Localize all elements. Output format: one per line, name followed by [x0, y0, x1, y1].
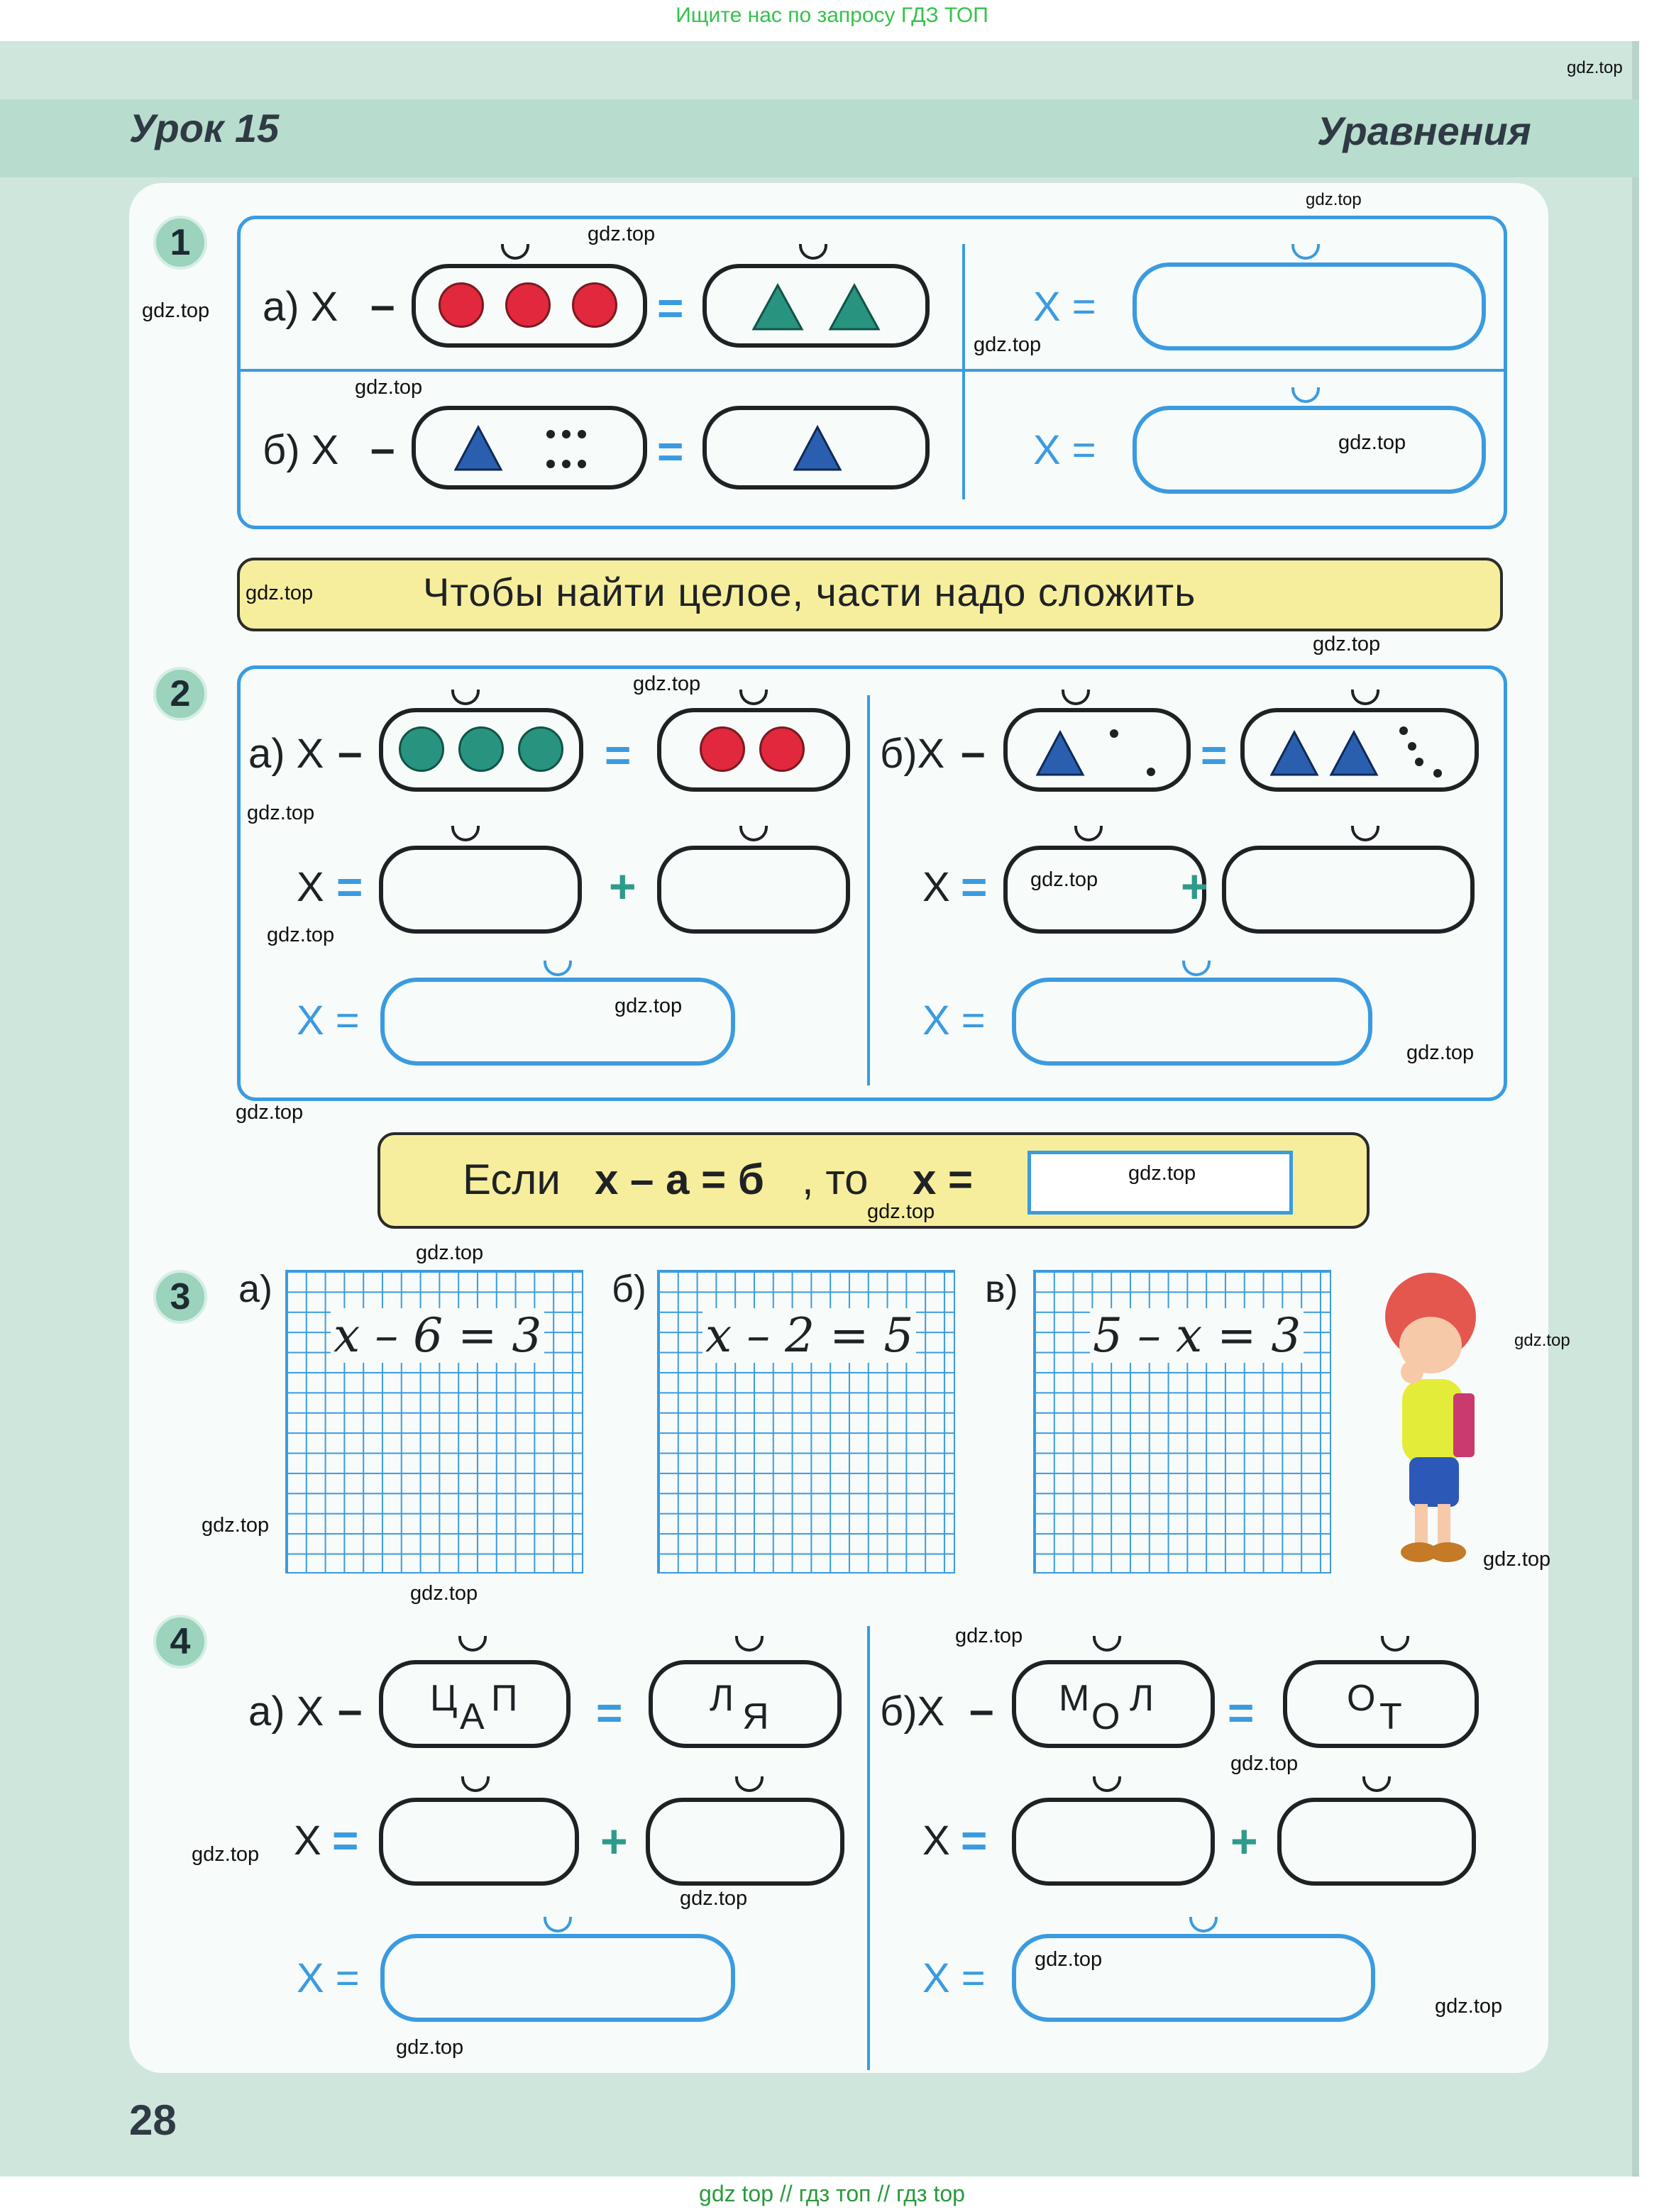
- triangle-icon: [751, 282, 886, 332]
- green-dot-icon: [458, 726, 504, 772]
- answer-box-4b[interactable]: [1012, 1934, 1375, 2022]
- x-label: X: [297, 864, 324, 910]
- watermark: gdz.top: [1406, 1041, 1475, 1064]
- equals-sign: =: [1201, 729, 1228, 780]
- plus-sign: +: [1181, 860, 1208, 912]
- watermark: gdz.top: [1306, 190, 1362, 209]
- red-dot-icon: [759, 726, 805, 772]
- syllable-letter: Т: [1379, 1696, 1402, 1737]
- syllable-letter: О: [1091, 1696, 1120, 1737]
- topic-title: Уравнения: [1317, 109, 1531, 153]
- watermark: gdz.top: [267, 924, 335, 946]
- watermark: gdz.top: [867, 1200, 935, 1223]
- equation-3c: 5 – x = 3: [1090, 1308, 1304, 1363]
- top-banner: Ищите нас по запросу ГДЗ ТОП: [676, 4, 988, 27]
- answer-box-2a[interactable]: [380, 978, 735, 1066]
- syllable-letter: Л: [1130, 1678, 1155, 1719]
- minus-sign: –: [969, 1686, 994, 1735]
- rule-if: Если: [463, 1156, 561, 1203]
- watermark: gdz.top: [1035, 1948, 1103, 1971]
- minus-sign: –: [961, 728, 986, 777]
- minus-sign: –: [370, 281, 395, 330]
- green-dot-icon: [518, 726, 563, 772]
- boy-illustration: [1370, 1266, 1490, 1578]
- bottom-banner: gdz top // гдз топ // гдз top: [699, 2181, 965, 2206]
- red-dot-icon: [572, 282, 617, 328]
- plus-sign: +: [600, 1815, 628, 1867]
- answer-box-2b[interactable]: [1012, 978, 1372, 1066]
- x-label: X: [922, 1818, 950, 1864]
- watermark: gdz.top: [410, 1582, 478, 1605]
- watermark: gdz.top: [974, 333, 1042, 356]
- plus-sign: +: [1230, 1815, 1258, 1867]
- watermark: gdz.top: [1435, 1995, 1503, 2018]
- triangle-dots-icon: [454, 424, 596, 474]
- equals-sign: =: [961, 1815, 988, 1866]
- task-2-divider-v: [867, 695, 870, 1085]
- watermark: gdz.top: [1313, 633, 1381, 656]
- equals-sign: =: [336, 861, 363, 912]
- part-box[interactable]: [1012, 1798, 1215, 1886]
- rule-result: x =: [913, 1156, 974, 1203]
- task-1-divider-v: [962, 244, 965, 499]
- minus-sign: –: [338, 1686, 363, 1735]
- equals-sign: =: [657, 426, 684, 477]
- watermark: gdz.top: [355, 376, 423, 399]
- part-box[interactable]: [1222, 846, 1475, 934]
- watermark: gdz.top: [247, 802, 315, 824]
- syllable-letter: О: [1347, 1678, 1376, 1719]
- minus-sign: –: [370, 424, 395, 473]
- watermark: gdz.top: [955, 1625, 1023, 1647]
- task-4a-x-eq: X =: [297, 1955, 360, 2001]
- part-box[interactable]: [657, 846, 850, 934]
- task-3a-label: а): [238, 1268, 273, 1310]
- equals-sign: =: [332, 1815, 359, 1866]
- task-2-number: 2: [153, 667, 207, 721]
- syllable-letter: П: [491, 1678, 518, 1719]
- equals-sign: =: [961, 861, 988, 912]
- watermark: gdz.top: [1338, 431, 1406, 454]
- task-4b-x-eq: X =: [922, 1955, 986, 2001]
- task-2b-label: б)X: [880, 731, 945, 777]
- equals-sign: =: [596, 1687, 623, 1738]
- watermark: gdz.top: [1483, 1548, 1551, 1571]
- equals-sign: =: [657, 282, 684, 333]
- part-box[interactable]: [379, 1798, 579, 1886]
- watermark: gdz.top: [396, 2036, 464, 2059]
- watermark: gdz.top: [236, 1101, 304, 1124]
- watermark: gdz.top: [1128, 1162, 1196, 1185]
- watermark: gdz.top: [1230, 1752, 1299, 1775]
- answer-box-1a[interactable]: [1133, 262, 1486, 350]
- task-2a-label: а) X: [248, 731, 324, 777]
- rule-formula: x – a = б: [595, 1156, 764, 1203]
- task-3c-label: в): [985, 1268, 1018, 1310]
- task-4b-label: б)X: [880, 1688, 945, 1735]
- part-box[interactable]: [646, 1798, 844, 1886]
- red-dot-icon: [700, 726, 745, 772]
- watermark: gdz.top: [192, 1843, 260, 1866]
- part-box[interactable]: [379, 846, 582, 934]
- syllable-letter: А: [460, 1696, 485, 1737]
- task-4a-label: а) X: [248, 1688, 324, 1735]
- watermark: gdz.top: [680, 1887, 748, 1910]
- watermark: gdz.top: [202, 1514, 270, 1537]
- watermark: gdz.top: [142, 299, 210, 322]
- page-number: 28: [129, 2096, 177, 2144]
- task-3b-label: б): [612, 1268, 646, 1310]
- equals-sign: =: [605, 729, 632, 780]
- rule-then: , то: [802, 1156, 869, 1203]
- task-3-number: 3: [153, 1270, 207, 1324]
- task-1-divider-h: [237, 369, 1507, 372]
- watermark: gdz.top: [1567, 58, 1623, 77]
- triangle-dots-icon: [1036, 722, 1164, 783]
- task-2a-x-eq: X =: [297, 997, 360, 1044]
- task-1a-label: а) X: [263, 284, 338, 330]
- syllable-letter: Ц: [430, 1678, 458, 1719]
- watermark: gdz.top: [1514, 1331, 1570, 1350]
- task-2b-x-eq: X =: [922, 997, 986, 1044]
- watermark: gdz.top: [633, 673, 701, 695]
- equation-3b: x – 2 = 5: [702, 1308, 916, 1363]
- page-edge: [1632, 41, 1639, 2177]
- triangles-dots-icon: [1270, 722, 1455, 783]
- answer-box-4a[interactable]: [380, 1934, 735, 2022]
- plus-sign: +: [609, 860, 637, 912]
- task-1b-x-eq: X =: [1033, 427, 1096, 473]
- syllable-letter: Я: [742, 1696, 769, 1737]
- answer-box-1b[interactable]: [1133, 406, 1486, 494]
- watermark: gdz.top: [1030, 868, 1098, 891]
- task-1b-label: б) X: [263, 427, 339, 473]
- task-4-number: 4: [153, 1615, 207, 1669]
- equation-3a: x – 6 = 3: [331, 1308, 544, 1363]
- task-4-divider-v: [867, 1626, 870, 2070]
- syllable-letter: М: [1059, 1678, 1090, 1719]
- x-label: X: [294, 1818, 321, 1864]
- watermark: gdz.top: [615, 995, 683, 1017]
- watermark: gdz.top: [416, 1242, 484, 1264]
- equals-sign: =: [1228, 1687, 1255, 1738]
- syllable-letter: Л: [710, 1678, 734, 1719]
- minus-sign: –: [338, 728, 363, 777]
- red-dot-icon: [439, 282, 484, 328]
- lesson-title: Урок 15: [129, 106, 280, 150]
- watermark: gdz.top: [588, 223, 656, 245]
- task-1a-x-eq: X =: [1033, 284, 1096, 330]
- rule-text: Чтобы найти целое, части надо сложить: [423, 570, 1196, 614]
- difference-pill: [657, 708, 850, 792]
- red-dot-icon: [505, 282, 551, 328]
- part-box[interactable]: [1277, 1798, 1476, 1886]
- task-1-number: 1: [153, 216, 207, 270]
- triangle-icon: [793, 424, 843, 474]
- green-dot-icon: [399, 726, 444, 772]
- watermark: gdz.top: [246, 582, 314, 604]
- x-label: X: [922, 864, 950, 910]
